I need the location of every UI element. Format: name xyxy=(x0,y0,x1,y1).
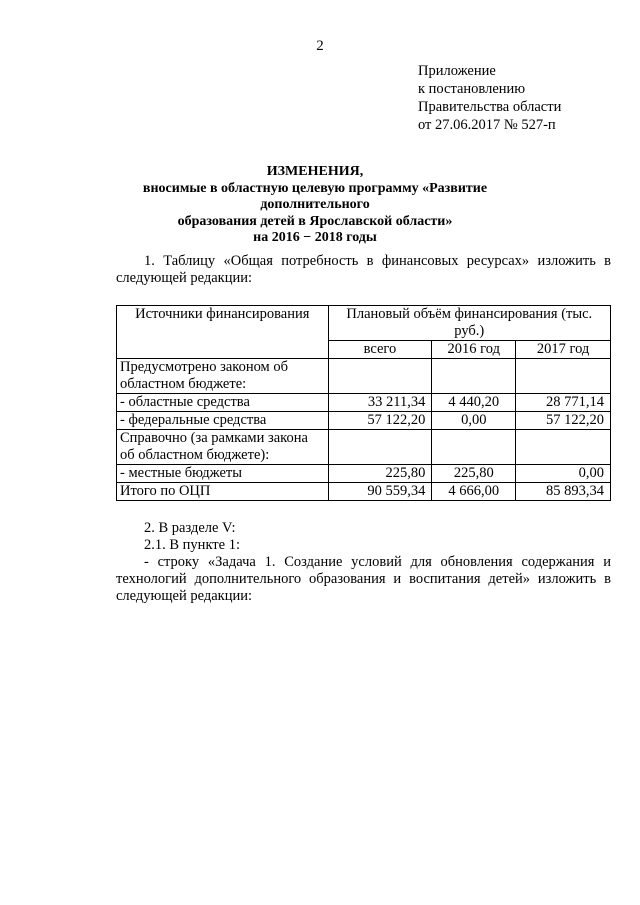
cell-2016: 4 666,00 xyxy=(432,483,516,501)
cell-total: 90 559,34 xyxy=(328,483,432,501)
row-label: Предусмотрено законом об областном бюджете: xyxy=(117,359,329,394)
cell-2017: 85 893,34 xyxy=(516,483,611,501)
row-label: Итого по ОЦП xyxy=(117,483,329,501)
cell-2016: 225,80 xyxy=(432,465,516,483)
paragraph-line: 1. Таблицу «Общая потребность в финансовых ресурсах» изложить в xyxy=(144,253,611,269)
header-plan: Плановый объём финансирования (тыс. руб.) xyxy=(328,306,610,341)
appendix-line: Приложение xyxy=(418,63,496,79)
appendix-line: к постановлению xyxy=(418,81,526,97)
cell-2016 xyxy=(432,430,516,465)
cell-total: 225,80 xyxy=(328,465,432,483)
appendix-line: от 27.06.2017 № 527-п xyxy=(418,117,556,133)
row-label: Справочно (за рамками закона об областном бюджете): xyxy=(117,430,329,465)
row-label: - федеральные средства xyxy=(117,412,329,430)
paragraph-line: следующей редакции: xyxy=(116,588,253,604)
table-row xyxy=(117,412,611,430)
paragraph-line: - строку «Задача 1. Создание условий для обновления содержания и xyxy=(144,554,611,570)
cell-2016 xyxy=(432,359,516,394)
financing-table xyxy=(116,305,611,501)
row-label: - областные средства xyxy=(117,394,329,412)
appendix-line: Правительства области xyxy=(418,99,562,115)
cell-2017 xyxy=(516,430,611,465)
page-number: 2 xyxy=(316,38,324,54)
cell-2017: 0,00 xyxy=(516,465,611,483)
paragraph-1 xyxy=(116,253,611,287)
cell-2016: 4 440,20 xyxy=(432,394,516,412)
cell-total xyxy=(328,430,432,465)
cell-2017 xyxy=(516,359,611,394)
title-line: образования детей в Ярославской области» xyxy=(177,213,453,229)
paragraph-line: 2. В разделе V: xyxy=(144,520,236,536)
paragraph-line: следующей редакции: xyxy=(116,270,253,286)
cell-2016: 0,00 xyxy=(432,412,516,430)
table-row xyxy=(117,359,611,394)
header-source: Источники финансирования xyxy=(117,306,329,359)
paragraph-line: технологий дополнительного образования и воспитания детей» изложить в xyxy=(116,571,611,587)
table-row xyxy=(117,465,611,483)
cell-2017: 57 122,20 xyxy=(516,412,611,430)
title-line: на 2016 − 2018 годы xyxy=(253,230,377,245)
table-row xyxy=(117,430,611,465)
appendix-block xyxy=(418,62,561,134)
cell-total: 57 122,20 xyxy=(328,412,432,430)
document-title xyxy=(100,164,530,247)
table-row xyxy=(117,483,611,501)
title-line: вносимые в областную целевую программу «Развитие дополнительного xyxy=(142,180,488,212)
paragraph-4 xyxy=(116,554,611,605)
paragraph-3 xyxy=(116,537,611,554)
title-heading: ИЗМЕНЕНИЯ, xyxy=(266,164,364,179)
cell-2017: 28 771,14 xyxy=(516,394,611,412)
paragraph-2 xyxy=(116,520,611,537)
table-row xyxy=(117,394,611,412)
header-total: всего xyxy=(328,341,432,359)
cell-total: 33 211,34 xyxy=(328,394,432,412)
cell-total xyxy=(328,359,432,394)
paragraph-line: 2.1. В пункте 1: xyxy=(144,537,240,553)
row-label: - местные бюджеты xyxy=(117,465,329,483)
header-2016: 2016 год xyxy=(432,341,516,359)
header-2017: 2017 год xyxy=(516,341,611,359)
